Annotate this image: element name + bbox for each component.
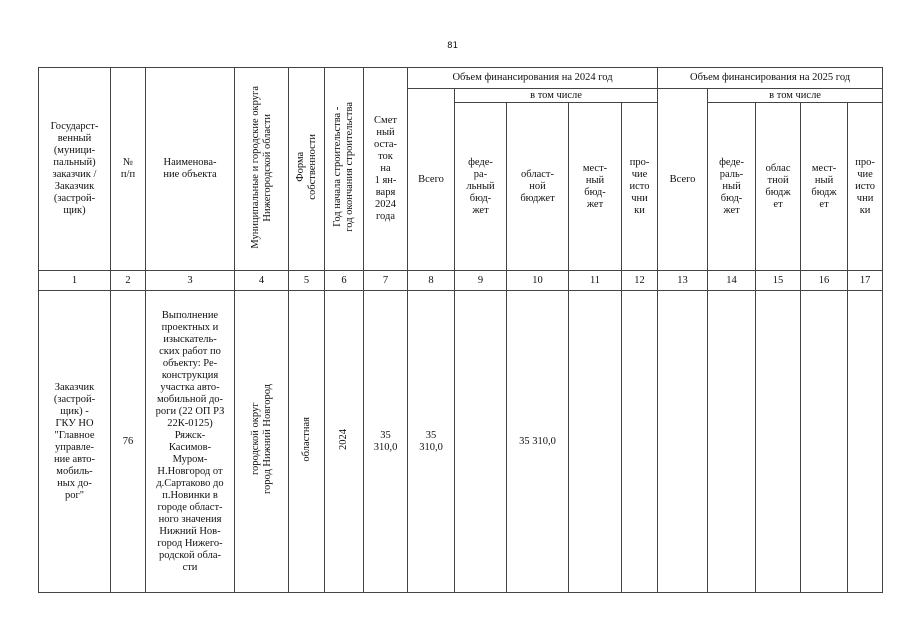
column-number: 2	[111, 271, 146, 291]
row-regional-2025	[756, 291, 801, 593]
header-municipality: Муниципальные и городские округа Нижегородской области	[249, 85, 273, 249]
row-other-2025	[848, 291, 883, 593]
row-object-name: Выполнение проектных и изыскатель- ских работ по объекту: Ре- конструкция участка авто- мобильной до- роги (22 ОП РЗ 22К-0125) Ряжск- Касимов- Муром- Н.Новгород от д.Сартаково до п.Новинки в городе област- ного значения Нижний Нов- город Нижего- родской обла- сти	[146, 291, 235, 593]
row-years: 2024	[338, 429, 349, 450]
header-municipality-cell	[235, 68, 289, 271]
column-number: 5	[289, 271, 325, 291]
column-number: 17	[848, 271, 883, 291]
column-number: 13	[658, 271, 708, 291]
column-number: 7	[364, 271, 408, 291]
column-number: 14	[708, 271, 756, 291]
row-years-cell	[325, 291, 364, 593]
row-federal-2024	[455, 291, 507, 593]
header-years: Год начала строительства - год окончания строительства	[332, 102, 355, 232]
header-total-2024: Всего	[408, 89, 455, 271]
row-total-2025	[658, 291, 708, 593]
column-number: 8	[408, 271, 455, 291]
row-municipality-cell	[235, 291, 289, 593]
row-ownership: областная	[300, 417, 312, 462]
column-number: 4	[235, 271, 289, 291]
column-number: 6	[325, 271, 364, 291]
column-number-row	[39, 271, 883, 291]
column-number: 11	[569, 271, 622, 291]
row-federal-2025	[708, 291, 756, 593]
header-federal-2024: феде- ра- льный бюд- жет	[455, 103, 507, 271]
header-local-2024: мест- ный бюд- жет	[569, 103, 622, 271]
header-federal-2025: феде- раль- ный бюд- жет	[708, 103, 756, 271]
header-years-cell	[325, 68, 364, 271]
row-local-2025	[801, 291, 848, 593]
header-funding-2025: Объем финансирования на 2025 год	[658, 68, 883, 89]
table-row	[39, 291, 883, 593]
header-customer: Государст- венный (муници- пальный) заказчик / Заказчик (застрой- щик)	[39, 68, 111, 271]
row-regional-2024: 35 310,0	[507, 291, 569, 593]
column-number: 15	[756, 271, 801, 291]
row-local-2024	[569, 291, 622, 593]
row-other-2024	[622, 291, 658, 593]
header-local-2025: мест- ный бюдж ет	[801, 103, 848, 271]
header-regional-2025: облас тной бюдж ет	[756, 103, 801, 271]
header-funding-2024: Объем финансирования на 2024 год	[408, 68, 658, 89]
column-number: 10	[507, 271, 569, 291]
header-balance: Смет ный оста- ток на 1 ян- варя 2024 года	[364, 68, 408, 271]
row-number: 76	[111, 291, 146, 593]
column-number: 1	[39, 271, 111, 291]
row-total-2024: 35 310,0	[408, 291, 455, 593]
header-regional-2024: област- ной бюджет	[507, 103, 569, 271]
header-other-2024: про- чие исто чни ки	[622, 103, 658, 271]
header-other-2025: про- чие исто чни ки	[848, 103, 883, 271]
header-ownership-cell	[289, 68, 325, 271]
row-ownership-cell	[289, 291, 325, 593]
header-object-name: Наименова- ние объекта	[146, 68, 235, 271]
row-balance: 35 310,0	[364, 291, 408, 593]
header-incl-2025: в том числе	[708, 89, 883, 103]
column-number: 9	[455, 271, 507, 291]
column-number: 3	[146, 271, 235, 291]
financing-table	[38, 67, 883, 593]
header-number: № п/п	[111, 68, 146, 271]
header-incl-2024: в том числе	[455, 89, 658, 103]
column-number: 16	[801, 271, 848, 291]
column-number: 12	[622, 271, 658, 291]
row-municipality: городской округ город Нижний Новгород	[249, 384, 273, 495]
row-customer: Заказчик (застрой- щик) - ГКУ НО "Главное управле- ние авто- мобиль- ных до- рог"	[39, 291, 111, 593]
header-ownership: Форма собственности	[294, 134, 318, 200]
header-total-2025: Всего	[658, 89, 708, 271]
page-number: 81	[447, 41, 458, 51]
